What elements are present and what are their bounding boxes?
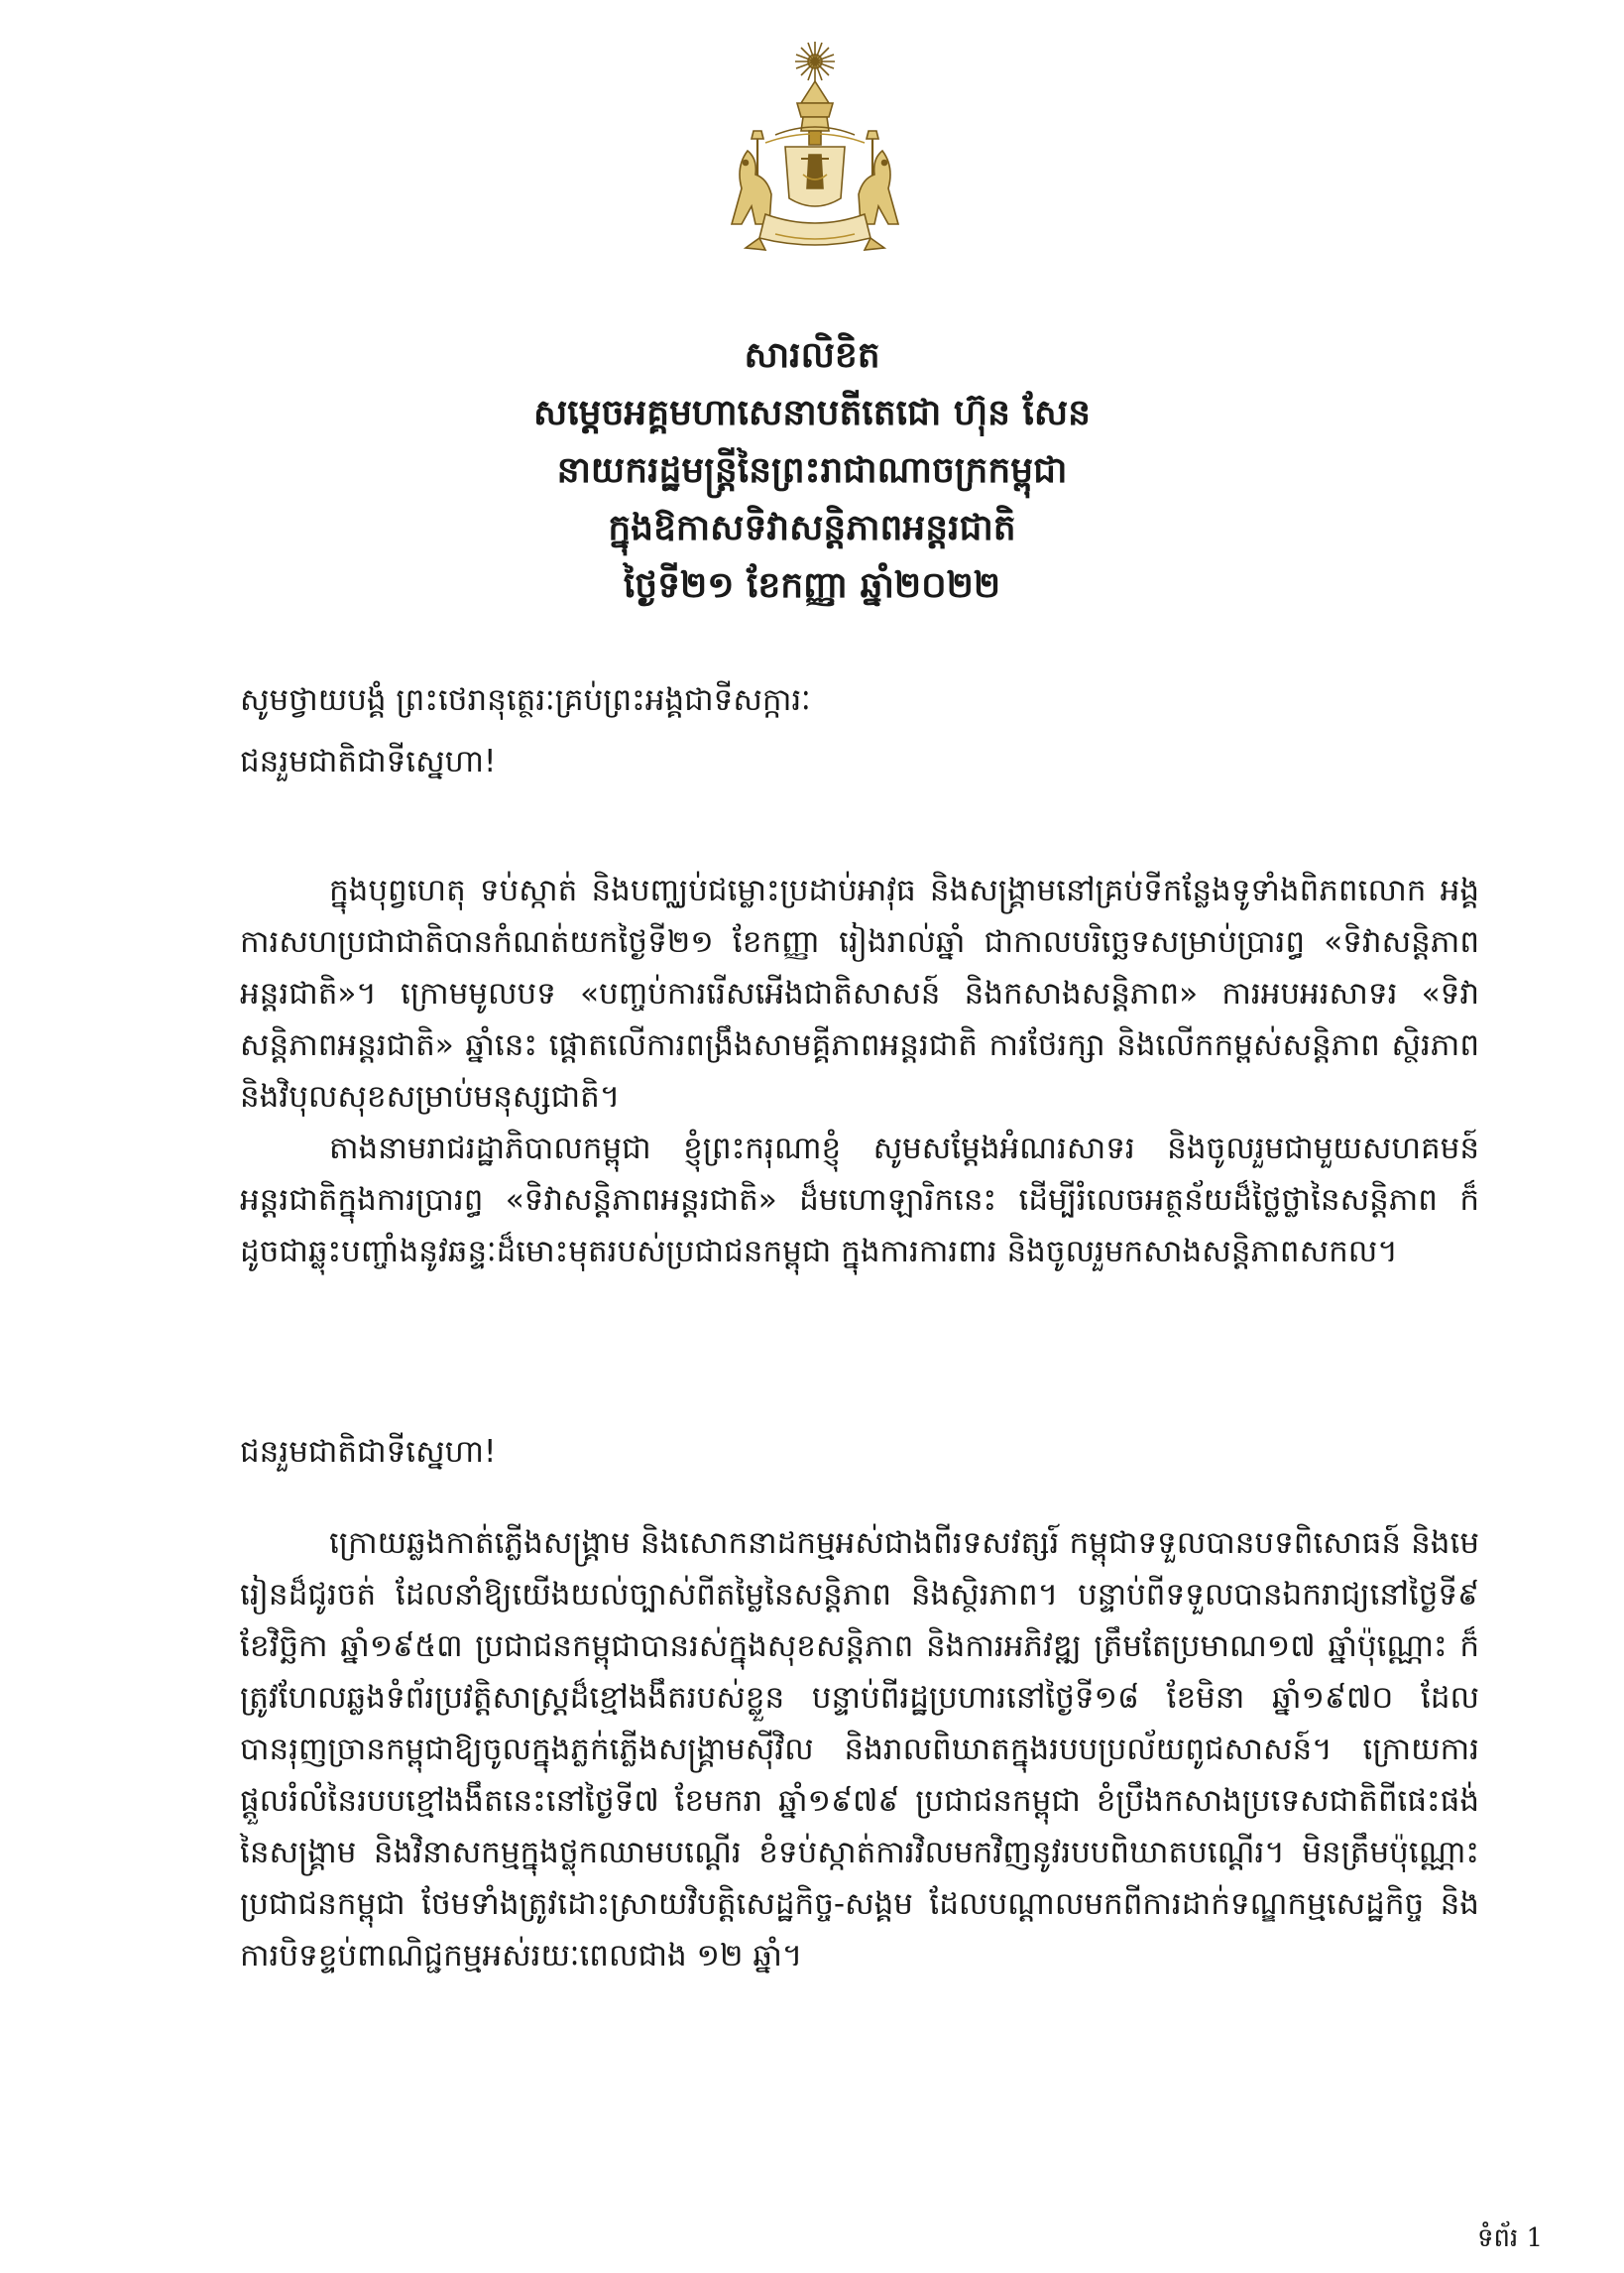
- coat-of-arms-graphic: [706, 40, 924, 268]
- greeting-compatriots: ជនរួមជាតិជាទីស្នេហា!: [240, 744, 497, 779]
- title-author: សម្តេចអគ្គមហាសេនាបតីតេជោ ហ៊ុន សែន: [532, 393, 1092, 433]
- title-document-type: សារលិខិត: [744, 335, 880, 376]
- greeting-monks: សូមថ្វាយបង្គំ ព្រះថេរានុត្ថេរៈគ្រប់ព្រះអង្គជាទីសក្ការៈ: [240, 682, 811, 718]
- paragraph-1: ក្នុងបុព្វហេតុ ទប់ស្កាត់ និងបញ្ឈប់ជម្លោះប្រដាប់អាវុធ និងសង្គ្រាមនៅគ្រប់ទីកន្លែងទូទាំងពិភពលោក អង្គការសហប្រជាជាតិបានកំណត់យកថ្ងៃទី២១ ខែកញ្ញា រៀងរាល់ឆ្នាំ ជាកាលបរិច្ឆេទសម្រាប់ប្រារព្ធ «ទិវាសន្តិភាពអន្តរជាតិ»។ ក្រោមមូលបទ «បញ្ចប់ការរើសអើងជាតិសាសន៍ និងកសាងសន្តិភាព» ការអបអរសាទរ «ទិវាសន្តិភាពអន្តរជាតិ» ឆ្នាំនេះ ផ្តោតលើការពង្រឹងសាមគ្គីភាពអន្តរជាតិ ការថែរក្សា និងលើកកម្ពស់សន្តិភាព ស្ថិរភាព និងវិបុលសុខសម្រាប់មនុស្សជាតិ។: [240, 873, 1479, 1115]
- title-date: ថ្ងៃទី២១ ខែកញ្ញា ឆ្នាំ២០២២: [623, 565, 1001, 606]
- greeting-block: [240, 674, 1479, 787]
- body-section-2: [240, 1517, 1479, 1981]
- title-position: នាយករដ្ឋមន្ត្រីនៃព្រះរាជាណាចក្រកម្ពុជា: [556, 450, 1068, 491]
- title-occasion: ក្នុងឱកាសទិវាសន្តិភាពអន្តរជាតិ: [608, 508, 1016, 548]
- document-title-block: [198, 327, 1426, 615]
- paragraph-2: តាងនាមរាជរដ្ឋាភិបាលកម្ពុជា ខ្ញុំព្រះករុណាខ្ញុំ សូមសម្តែងអំណរសាទរ និងចូលរួមជាមួយសហគមន៍អន្តរជាតិក្នុងការប្រារព្ធ «ទិវាសន្តិភាពអន្តរជាតិ» ដ៏មហោឡារិកនេះ ដើម្បីរំលេចអត្ថន័យដ៏ថ្លៃថ្លានៃសន្តិភាព ក៏ដូចជាឆ្លុះបញ្ចាំងនូវឆន្ទៈដ៏មោះមុតរបស់ប្រជាជនកម្ពុជា ក្នុងការការពារ និងចូលរួមកសាងសន្តិភាពសកល។: [240, 1131, 1479, 1269]
- greeting-compatriots-2: ជនរួមជាតិជាទីស្នេហា!: [240, 1434, 497, 1470]
- page-number: ទំព័រ 1: [1477, 2223, 1544, 2253]
- body-section-1: [240, 865, 1479, 1277]
- radiant-star-icon: [795, 42, 835, 81]
- paragraph-3: ក្រោយឆ្លងកាត់ភ្លើងសង្គ្រាម និងសោកនាដកម្មអស់ជាងពីរទសវត្សរ៍ កម្ពុជាទទួលបានបទពិសោធន៍ និងមេរៀនដ៏ជូរចត់ ដែលនាំឱ្យយើងយល់ច្បាស់ពីតម្លៃនៃសន្តិភាព និងស្ថិរភាព។ បន្ទាប់ពីទទួលបានឯករាជ្យនៅថ្ងៃទី៩ ខែវិច្ឆិកា ឆ្នាំ១៩៥៣ ប្រជាជនកម្ពុជាបានរស់ក្នុងសុខសន្តិភាព និងការអភិវឌ្ឍ ត្រឹមតែប្រមាណ១៧ ឆ្នាំប៉ុណ្ណោះ ក៏ត្រូវហែលឆ្លងទំព័រប្រវត្តិសាស្ត្រដ៏ខ្មៅងងឹតរបស់ខ្លួន បន្ទាប់ពីរដ្ឋប្រហារនៅថ្ងៃទី១៨ ខែមិនា ឆ្នាំ១៩៧០ ដែលបានរុញច្រានកម្ពុជាឱ្យចូលក្នុងភ្លក់ភ្លើងសង្គ្រាមស៊ីវិល និងរាលពិឃាតក្នុងរបបប្រល័យពូជសាសន៍។ ក្រោយការផ្តួលរំលំនៃរបបខ្មៅងងឹតនេះនៅថ្ងៃទី៧ ខែមករា ឆ្នាំ១៩៧៩ ប្រជាជនកម្ពុជា ខំប្រឹងកសាងប្រទេសជាតិពីផេះផង់នៃសង្គ្រាម និងវិនាសកម្មក្នុងថ្លុកឈាមបណ្តើរ ខំទប់ស្កាត់ការវិលមកវិញនូវរបបពិឃាតបណ្តើរ។ មិនត្រឹមប៉ុណ្ណោះ ប្រជាជនកម្ពុជា ថែមទាំងត្រូវដោះស្រាយវិបត្តិសេដ្ឋកិច្ច-សង្គម ដែលបណ្តាលមកពីការដាក់ទណ្ឌកម្មសេដ្ឋកិច្ច និងការបិទខ្ទប់ពាណិជ្ជកម្មអស់រយៈពេលជាង ១២ ឆ្នាំ។: [240, 1525, 1479, 1974]
- greeting-block-2: [240, 1426, 1479, 1478]
- royal-coat-of-arms-emblem: [706, 40, 924, 268]
